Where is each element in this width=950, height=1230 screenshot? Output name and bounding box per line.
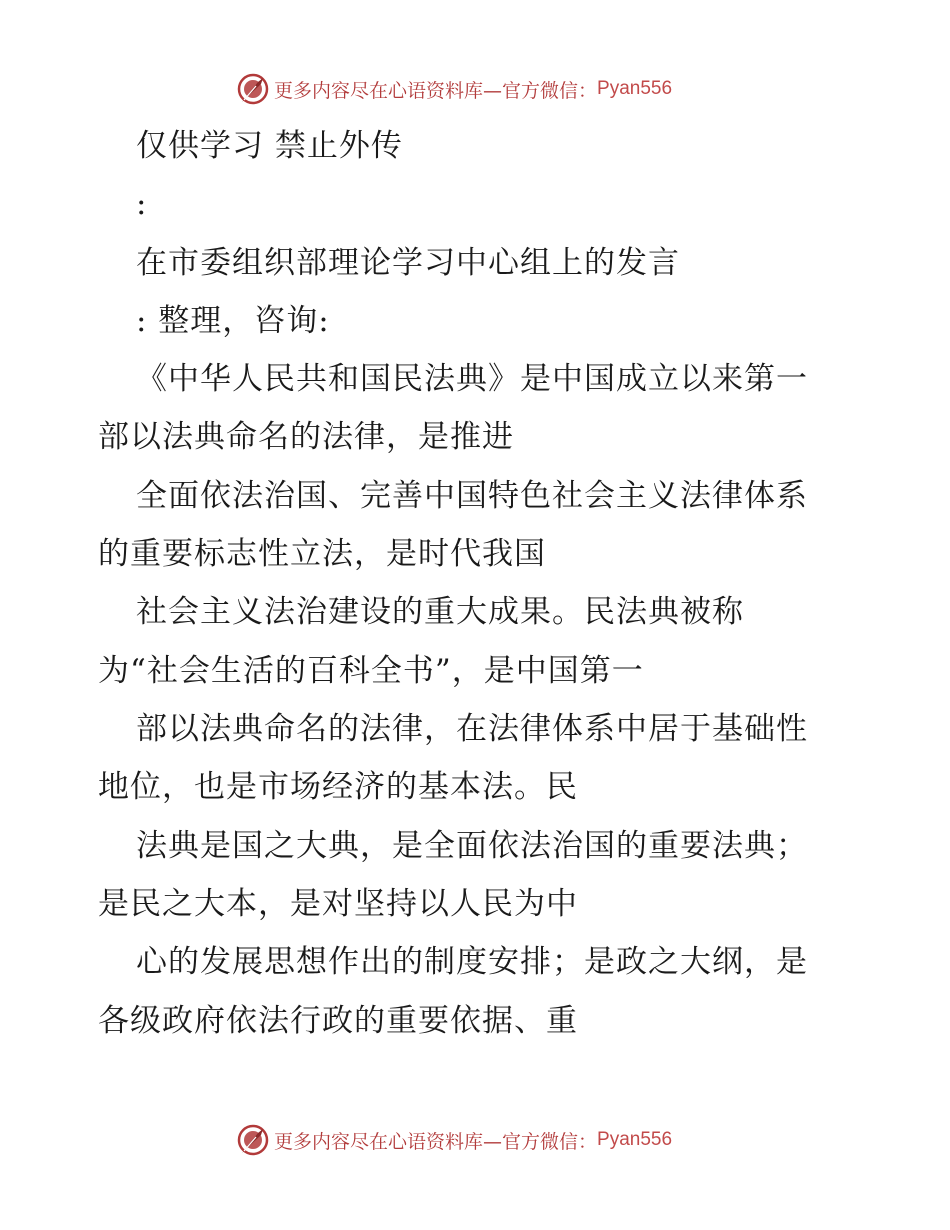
text-line: 部以法典命名的法律，在法律体系中居于基础性 bbox=[136, 711, 808, 747]
quill-pen-logo-icon bbox=[236, 72, 270, 106]
text-line: : bbox=[136, 186, 148, 222]
text-line: 社会主义法治建设的重大成果。民法典被称 bbox=[136, 594, 744, 630]
header-watermark bbox=[236, 71, 672, 107]
text-line: 部以法典命名的法律，是推进 bbox=[98, 419, 514, 455]
watermark-text: 更多内容尽在心语资料库—官方微信： bbox=[274, 79, 598, 102]
footer-watermark bbox=[236, 1122, 672, 1158]
quill-pen-logo-icon bbox=[236, 1123, 270, 1157]
text-line: 在市委组织部理论学习中心组上的发言 bbox=[136, 245, 680, 281]
text-line: 全面依法治国、完善中国特色社会主义法律体系 bbox=[136, 478, 808, 514]
text-line: 为“社会生活的百科全书”，是中国第一 bbox=[98, 653, 644, 689]
text-line: 《中华人民共和国民法典》是中国成立以来第一 bbox=[136, 361, 808, 397]
text-line: 是民之大本，是对坚持以人民为中 bbox=[98, 886, 578, 922]
text-line: 法典是国之大典，是全面依法治国的重要法典； bbox=[136, 828, 808, 864]
text-line: 地位，也是市场经济的基本法。民 bbox=[98, 769, 578, 805]
text-line: 各级政府依法行政的重要依据、重 bbox=[98, 1003, 578, 1039]
text-line: 仅供学习 禁止外传 bbox=[136, 128, 403, 164]
text-line: : 整理，咨询: bbox=[136, 303, 330, 339]
text-line: 心的发展思想作出的制度安排；是政之大纲，是 bbox=[136, 944, 808, 980]
text-line: 的重要标志性立法，是时代我国 bbox=[98, 536, 546, 572]
watermark-text: 更多内容尽在心语资料库—官方微信： bbox=[274, 1130, 598, 1153]
watermark-wechat-id: Pyan556 bbox=[597, 78, 673, 99]
watermark-wechat-id: Pyan556 bbox=[597, 1129, 673, 1150]
